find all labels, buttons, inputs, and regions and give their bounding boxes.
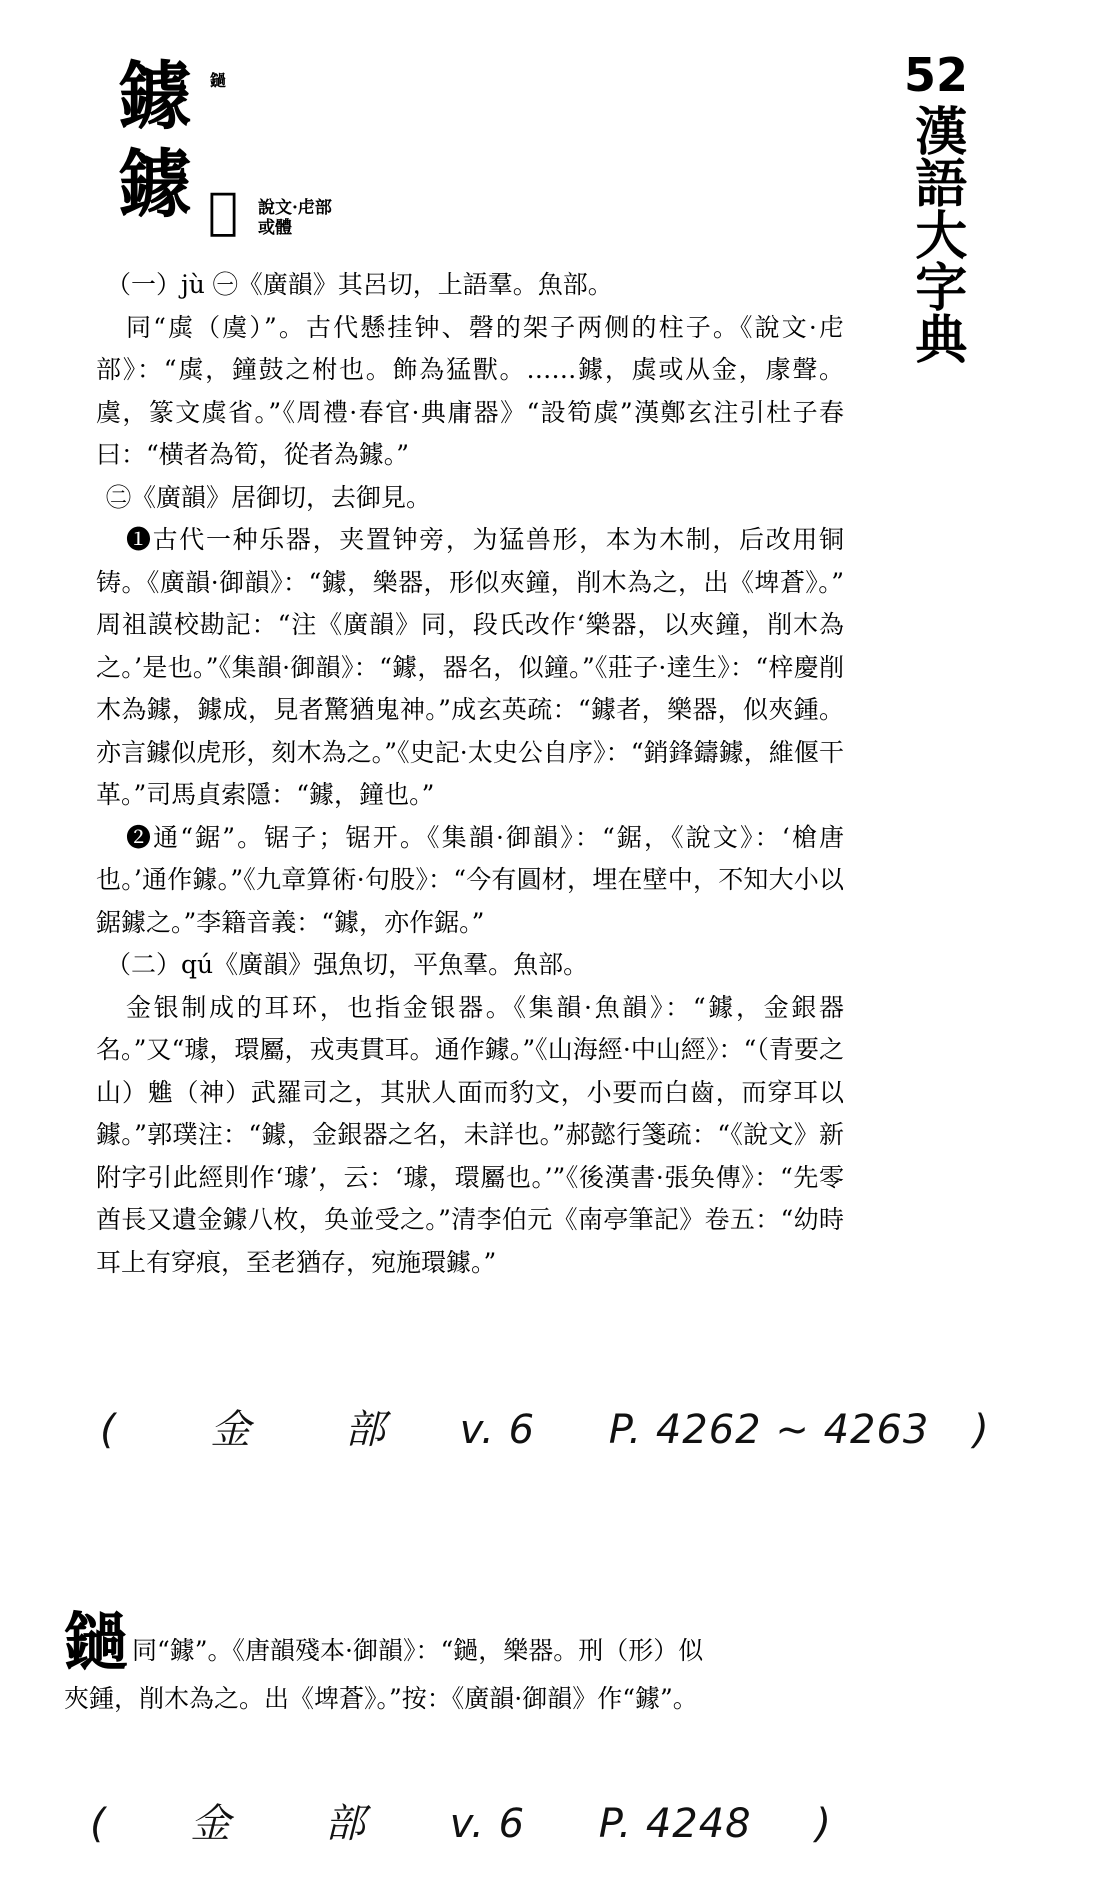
hw1-radical: 金 [210, 1407, 252, 1453]
entry-2-line-2: 夾鍾，削木為之。出《埤蒼》。”按：《廣韻·御韻》作“鐻”。 [64, 1684, 698, 1713]
hw2-page: P. 4248 [598, 1801, 752, 1847]
entry-2-text-1: 同“鐻”。《唐韻殘本·御韻》：“鐹，樂器。刑（形）似 [132, 1636, 704, 1665]
hw1-open-paren: ( [100, 1407, 117, 1453]
entry-2-headword: 鐹 [64, 1606, 128, 1681]
sense-2: ❷通“鋸”。锯子；锯开。《集韻·御韻》：“鋸，《說文》：‘槍唐也。’通作鐻。”《九章算術·句股》：“今有圓材，埋在壁中，不知大小以鋸鐻之。”李籍音義：“鐻，亦作鋸。” [96, 822, 844, 937]
reading-1: （一）jù ㊀《廣韻》其呂切，上語羣。魚部。 [106, 270, 613, 299]
entry-2-line-1 [64, 1606, 844, 1681]
variant-char: 鐹 [210, 71, 227, 90]
definition-paragraph: 同“虡（虞）”。古代懸挂钟、磬的架子两侧的柱子。《說文·虍部》：“虡，鐘鼓之柎也。飾為猛獸。……鐻，虡或从金，豦聲。虞，篆文虡省。”《周禮·春官·典庸器》“設筍虡”漢鄭玄注引杜子春曰：“横者為筍，從者為鐻。” [96, 312, 844, 469]
definition-paragraph-2: 金银制成的耳环，也指金银器。《集韻·魚韻》：“鐻，金銀器名。”又“璩，環屬，戎夷貫耳。通作鐻。”《山海經·中山經》：“（青要之山）魋（神）武羅司之，其狀人面而豹文，小要而白齒，而穿耳以鐻。”郭璞注：“鐻，金銀器之名，未詳也。”郝懿行箋疏：“《說文》新附字引此經則作‘璩’，云：‘璩，環屬也。’”《後漢書·張奂傳》：“先零酋長又遺金鐻八枚，奂並受之。”清李伯元《南亭筆記》卷五：“幼時耳上有穿痕，至老猶存，宛施環鐻。” [96, 992, 844, 1277]
seal-script-char: 𨯕 [208, 181, 239, 240]
reading-1-sub-2: ㊁《廣韻》居御切，去御見。 [106, 482, 432, 512]
dictionary-title: 漢語大字典 [905, 104, 967, 364]
headword-char-2: 鐻 [118, 142, 192, 228]
hw1-volume: v. 6 [459, 1407, 536, 1453]
hw2-close-paren: ) [815, 1801, 832, 1847]
handwritten-reference-1 [100, 1398, 990, 1455]
entry-2 [64, 1606, 844, 1721]
sense-1: ❶古代一种乐器，夹置钟旁，为猛兽形，本为木制，后改用铜铸。《廣韻·御韻》：“鐻，樂器，形似夾鐘，削木為之，出《埤蒼》。” 周祖謨校勘記：“注《廣韻》同，段氏改作‘樂器，以夾鐘，削木為之。’是也。”《集韻·御韻》：“鐻，器名，似鐘。”《莊子·達生》：“梓慶削木為鐻，鐻成，見者驚猶鬼神。”成玄英疏：“鐻者，樂器，似夾鍾。亦言鐻似虎形，刻木為之。”《史記·太史公自序》：“銷鋒鑄鐻，維偃干革。”司馬貞索隱：“鐻，鐘也。” [96, 525, 844, 809]
source-note [258, 198, 388, 239]
hw2-bu: 部 [325, 1801, 367, 1847]
entry-body [96, 264, 844, 1284]
hw2-open-paren: ( [90, 1801, 107, 1847]
headword-variant [118, 54, 227, 140]
source-note-line-1: 說文·虍部 [258, 198, 332, 218]
page-number: 52 [903, 48, 968, 102]
side-header [896, 48, 976, 364]
hw2-volume: v. 6 [449, 1801, 526, 1847]
reading-2: （二）qú《廣韻》强魚切，平魚羣。魚部。 [106, 950, 589, 979]
hw1-bu: 部 [345, 1407, 387, 1453]
source-note-line-2: 或體 [258, 218, 292, 239]
hw2-radical: 金 [190, 1801, 232, 1847]
handwritten-reference-2 [90, 1792, 832, 1849]
headword-char-1: 鐻 [118, 54, 192, 140]
hw1-pages: P. 4262 ~ 4263 [608, 1407, 930, 1453]
hw1-close-paren: ) [973, 1407, 990, 1453]
headword-main [118, 142, 332, 240]
